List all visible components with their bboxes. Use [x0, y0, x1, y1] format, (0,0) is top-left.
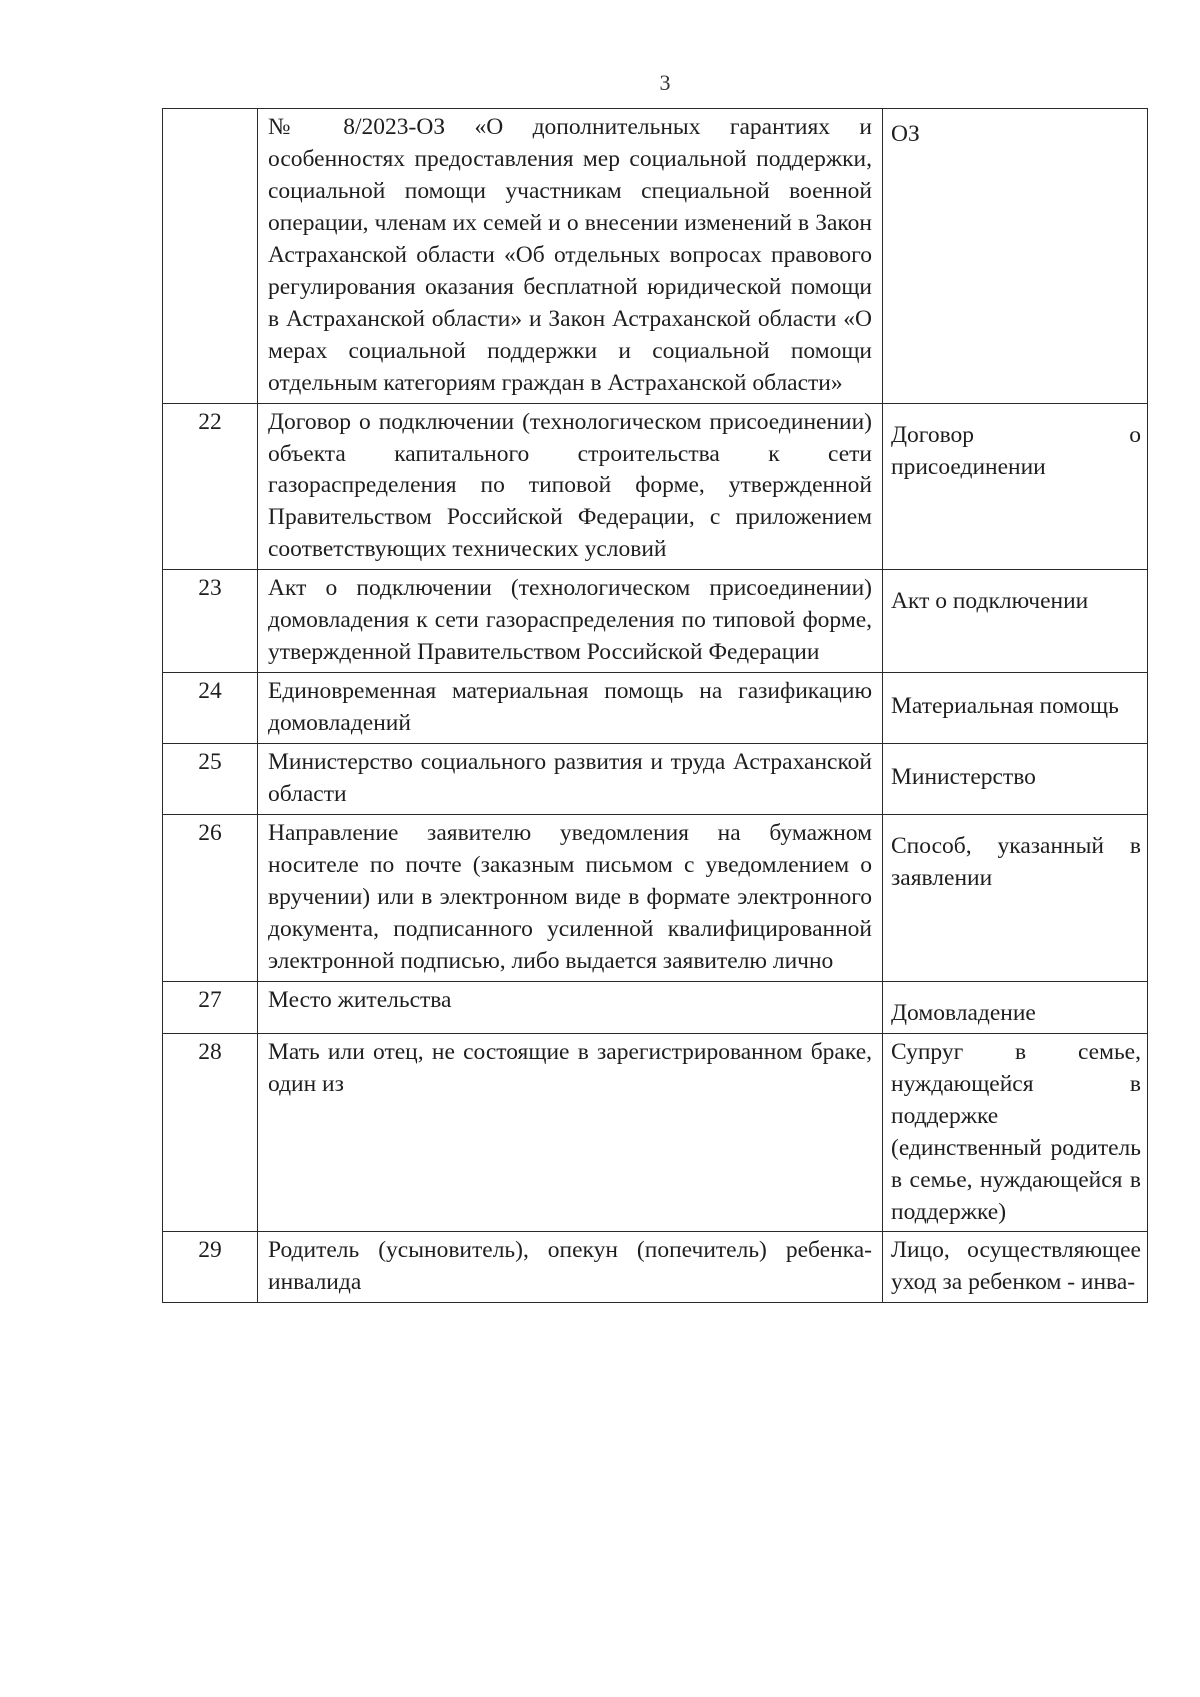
row-number: 23 — [163, 570, 258, 673]
row-number: 29 — [163, 1232, 258, 1303]
term-text: № 8/2023-ОЗ «О дополнительных гарантиях и особенностях предоставления мер социальной поддержки, социальной помощи участникам специальной военной операции, членам их семей и о внесении изменений в Закон Астраханской области «Об отдельных вопросах правового регулирования оказания бесплатной юридической помощи в Астраханской области» и Закон Астраханской области «О мерах социальной поддержки и социальной помощи отдельным категориям граждан в Астраханской области» — [258, 109, 883, 404]
term-text: Направление заявителю уведомления на бумажном носителе по почте (заказным письмом с уведомлением о вручении) или в электронном виде в формате электронного документа, подписанного усиленной квалифицированной электронной подписью, либо выдается заявителю лично — [258, 815, 883, 982]
short-name: Способ, указанный в заявлении — [883, 815, 1148, 982]
short-name: Министерство — [883, 744, 1148, 815]
table-row — [163, 403, 1148, 570]
table-row — [163, 673, 1148, 744]
row-number: 24 — [163, 673, 258, 744]
table-row — [163, 1033, 1148, 1232]
row-number: 27 — [163, 981, 258, 1033]
row-number: 26 — [163, 815, 258, 982]
definitions-table — [162, 108, 1148, 1303]
page-number: 3 — [659, 70, 671, 95]
table-row — [163, 981, 1148, 1033]
short-name: Акт о подключении — [883, 570, 1148, 673]
table-row — [163, 815, 1148, 982]
row-number — [163, 109, 258, 404]
short-name: Материальная помощь — [883, 673, 1148, 744]
short-name: Лицо, осуществляющее уход за ребенком - инва- — [883, 1232, 1148, 1303]
term-text: Мать или отец, не состоящие в зарегистрированном браке, один из — [258, 1033, 883, 1232]
row-number: 22 — [163, 403, 258, 570]
table-row — [163, 1232, 1148, 1303]
row-number: 25 — [163, 744, 258, 815]
term-text: Акт о подключении (технологическом присоединении) домовладения к сети газораспределения по типовой форме, утвержденной Правительством Российской Федерации — [258, 570, 883, 673]
short-name: Договор о присоединении — [883, 403, 1148, 570]
term-text: Родитель (усыновитель), опекун (попечитель) ребенка-инвалида — [258, 1232, 883, 1303]
short-name: Домовладение — [883, 981, 1148, 1033]
term-text: Единовременная материальная помощь на газификацию домовладений — [258, 673, 883, 744]
short-name: Супруг в семье, нуждающейся в поддержке (единственный родитель в семье, нуждающейся в поддержке) — [883, 1033, 1148, 1232]
short-name: ОЗ — [883, 109, 1148, 404]
row-number: 28 — [163, 1033, 258, 1232]
term-text: Место жительства — [258, 981, 883, 1033]
term-text: Договор о подключении (технологическом присоединении) объекта капитального строительства к сети газораспределения по типовой форме, утвержденной Правительством Российской Федерации, с приложением соответствующих технических условий — [258, 403, 883, 570]
table-row — [163, 744, 1148, 815]
term-text: Министерство социального развития и труда Астраханской области — [258, 744, 883, 815]
table-row — [163, 570, 1148, 673]
table-row — [163, 109, 1148, 404]
